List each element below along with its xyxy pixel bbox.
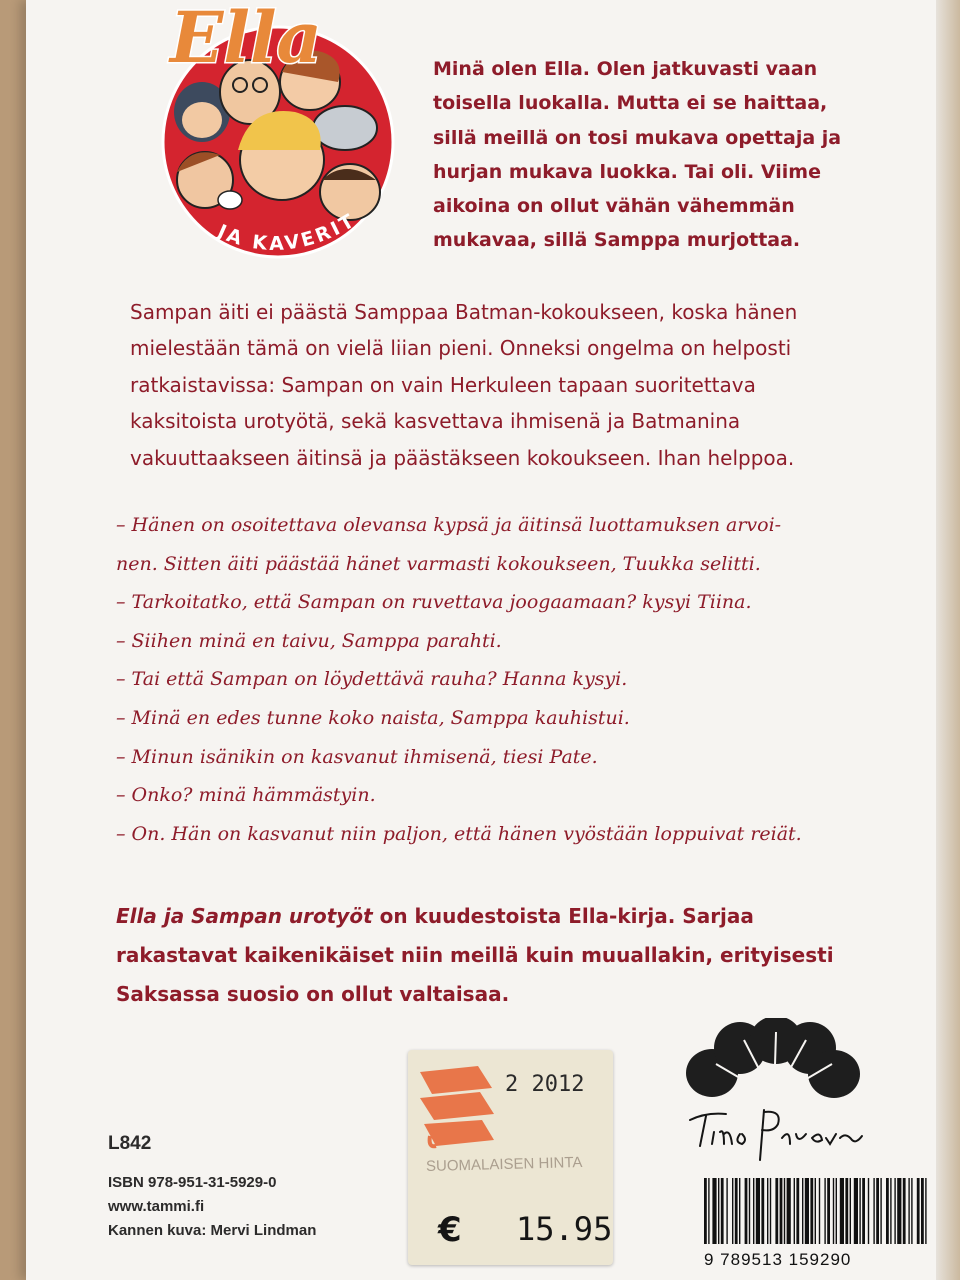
sticker-label: SUOMALAISEN HINTA — [425, 1153, 583, 1176]
dialogue-line: – On. Hän on kasvanut niin paljon, että hänen vyöstään loppuivat reiät. — [116, 822, 802, 845]
dialogue-line: – Tarkoitatko, että Sampan on ruvettava joogaamaan? kysyi Tiina. — [116, 591, 752, 614]
barcode-bar — [862, 1178, 865, 1244]
logo-subtitle: JA KAVERIT — [214, 208, 361, 255]
logo-title: Ella — [170, 0, 322, 79]
summary-paragraph: Sampan äiti ei päästä Samppaa Batman-kokoukseen, koska hänen mielestään tämä on vielä liian pieni. Onneksi ongelma on helposti ratkaistavissa: Sampan on vain Herkuleen tapaan suoritettava kaksitoista urotyötä, sekä kasvettava ihmisenä ja Batmanina vakuuttaakseen äitinsä ja päästäkseen kokoukseen. Ihan helppoa. — [130, 300, 798, 470]
dialogue-line: – Minun isänikin on kasvanut ihmisenä, tiesi Pate. — [116, 745, 598, 768]
publisher-website: www.tammi.fi — [108, 1198, 205, 1215]
barcode-bar — [921, 1178, 924, 1244]
signature-image — [686, 1098, 866, 1168]
sticker-date: 2 2012 — [505, 1072, 585, 1097]
barcode-bar — [819, 1178, 820, 1244]
barcode-bar — [917, 1178, 920, 1244]
book-title: Ella ja Sampan urotyöt — [116, 904, 373, 928]
barcode-bar — [761, 1178, 764, 1244]
barcode-bar — [784, 1178, 785, 1244]
barcode-bar — [770, 1178, 771, 1244]
barcode-bar — [726, 1178, 727, 1244]
barcode-bar — [873, 1178, 874, 1244]
barcode-bar — [850, 1178, 851, 1244]
barcode — [700, 1178, 930, 1273]
barcode-bar — [780, 1178, 783, 1244]
barcode-bar — [876, 1178, 879, 1244]
currency-symbol: € — [438, 1210, 462, 1250]
barcode-bar — [767, 1178, 768, 1244]
barcode-bar — [704, 1178, 707, 1244]
barcode-bar — [859, 1178, 860, 1244]
books-logo-icon — [418, 1064, 498, 1154]
series-logo — [110, 0, 410, 280]
barcode-number: 9 789513 159290 — [704, 1250, 852, 1269]
barcode-bar — [739, 1178, 740, 1244]
barcode-bar — [903, 1178, 906, 1244]
barcode-bar — [833, 1178, 834, 1244]
barcode-bar — [735, 1178, 738, 1244]
barcode-bar — [868, 1178, 869, 1244]
barcode-bar — [827, 1178, 830, 1244]
barcode-bar — [787, 1178, 791, 1244]
publication-info — [108, 1133, 316, 1243]
price-value: 15.95 — [516, 1210, 613, 1248]
barcode-bar — [805, 1178, 809, 1244]
barcode-bar — [756, 1178, 760, 1244]
dialogue-line: nen. Sitten äiti päästää hänet varmasti kokoukseen, Tuukka selitti. — [116, 552, 761, 575]
price-sticker — [408, 1050, 613, 1265]
publisher-logo — [684, 1018, 862, 1098]
barcode-bar — [894, 1178, 895, 1244]
closing-paragraph — [116, 897, 861, 1014]
ella-logo-badge — [110, 0, 410, 280]
book-edge — [936, 0, 960, 1280]
barcode-bar — [925, 1178, 926, 1244]
barcode-bar — [745, 1178, 748, 1244]
barcode-bar — [718, 1178, 719, 1244]
barcode-bar — [796, 1178, 799, 1244]
barcode-bar — [732, 1178, 733, 1244]
barcode-bar — [897, 1178, 901, 1244]
barcode-bar — [753, 1178, 754, 1244]
dialogue-line: – Hänen on osoitettava olevansa kypsä ja äitinsä luottamuksen arvoi- — [116, 514, 782, 536]
barcode-bar — [794, 1178, 795, 1244]
barcode-bars — [700, 1178, 930, 1250]
barcode-bar — [908, 1178, 909, 1244]
dialogue-line: – Minä en edes tunne koko naista, Samppa kauhistui. — [116, 706, 630, 729]
barcode-bar — [845, 1178, 848, 1244]
barcode-bar — [911, 1178, 912, 1244]
barcode-bar — [854, 1178, 858, 1244]
barcode-bar — [775, 1178, 778, 1244]
tammi-fan-icon — [684, 1018, 862, 1098]
dialogue-line: – Onko? minä hämmästyin. — [116, 784, 376, 807]
product-code: L842 — [108, 1133, 152, 1154]
author-signature — [686, 1098, 866, 1168]
intro-paragraph: Minä olen Ella. Olen jatkuvasti vaan toisella luokalla. Mutta ei se haittaa, sillä meillä on tosi mukava opettaja ja hurjan mukava luokka. Tai oli. Viime aikoina on ollut vähän vähemmän mukavaa, sillä Samppa murjottaa. — [433, 58, 842, 252]
barcode-bar — [810, 1178, 813, 1244]
barcode-bar — [712, 1178, 716, 1244]
barcode-bar — [840, 1178, 844, 1244]
barcode-bar — [721, 1178, 724, 1244]
barcode-bar — [824, 1178, 825, 1244]
barcode-bar — [749, 1178, 750, 1244]
barcode-bar — [890, 1178, 891, 1244]
dialogue-line: – Tai että Sampan on löydettävä rauha? Hanna kysyi. — [116, 668, 628, 691]
dialogue-line: – Siihen minä en taivu, Samppa parahti. — [116, 629, 502, 652]
barcode-bar — [802, 1178, 803, 1244]
barcode-bar — [815, 1178, 816, 1244]
barcode-bar — [708, 1178, 709, 1244]
dialogue-excerpt — [116, 506, 846, 853]
isbn: ISBN 978-951-31-5929-0 — [108, 1174, 277, 1191]
barcode-bar — [886, 1178, 889, 1244]
cover-credit: Kannen kuva: Mervi Lindman — [108, 1222, 317, 1239]
barcode-bar — [880, 1178, 881, 1244]
closing-text: on kuudestoista Ella-kirja. Sarjaa rakastavat kaikenikäiset niin meillä kuin muuallakin, erityisesti Saksassa suosio on ollut valtaisaa. — [116, 904, 834, 1006]
barcode-bar — [836, 1178, 837, 1244]
